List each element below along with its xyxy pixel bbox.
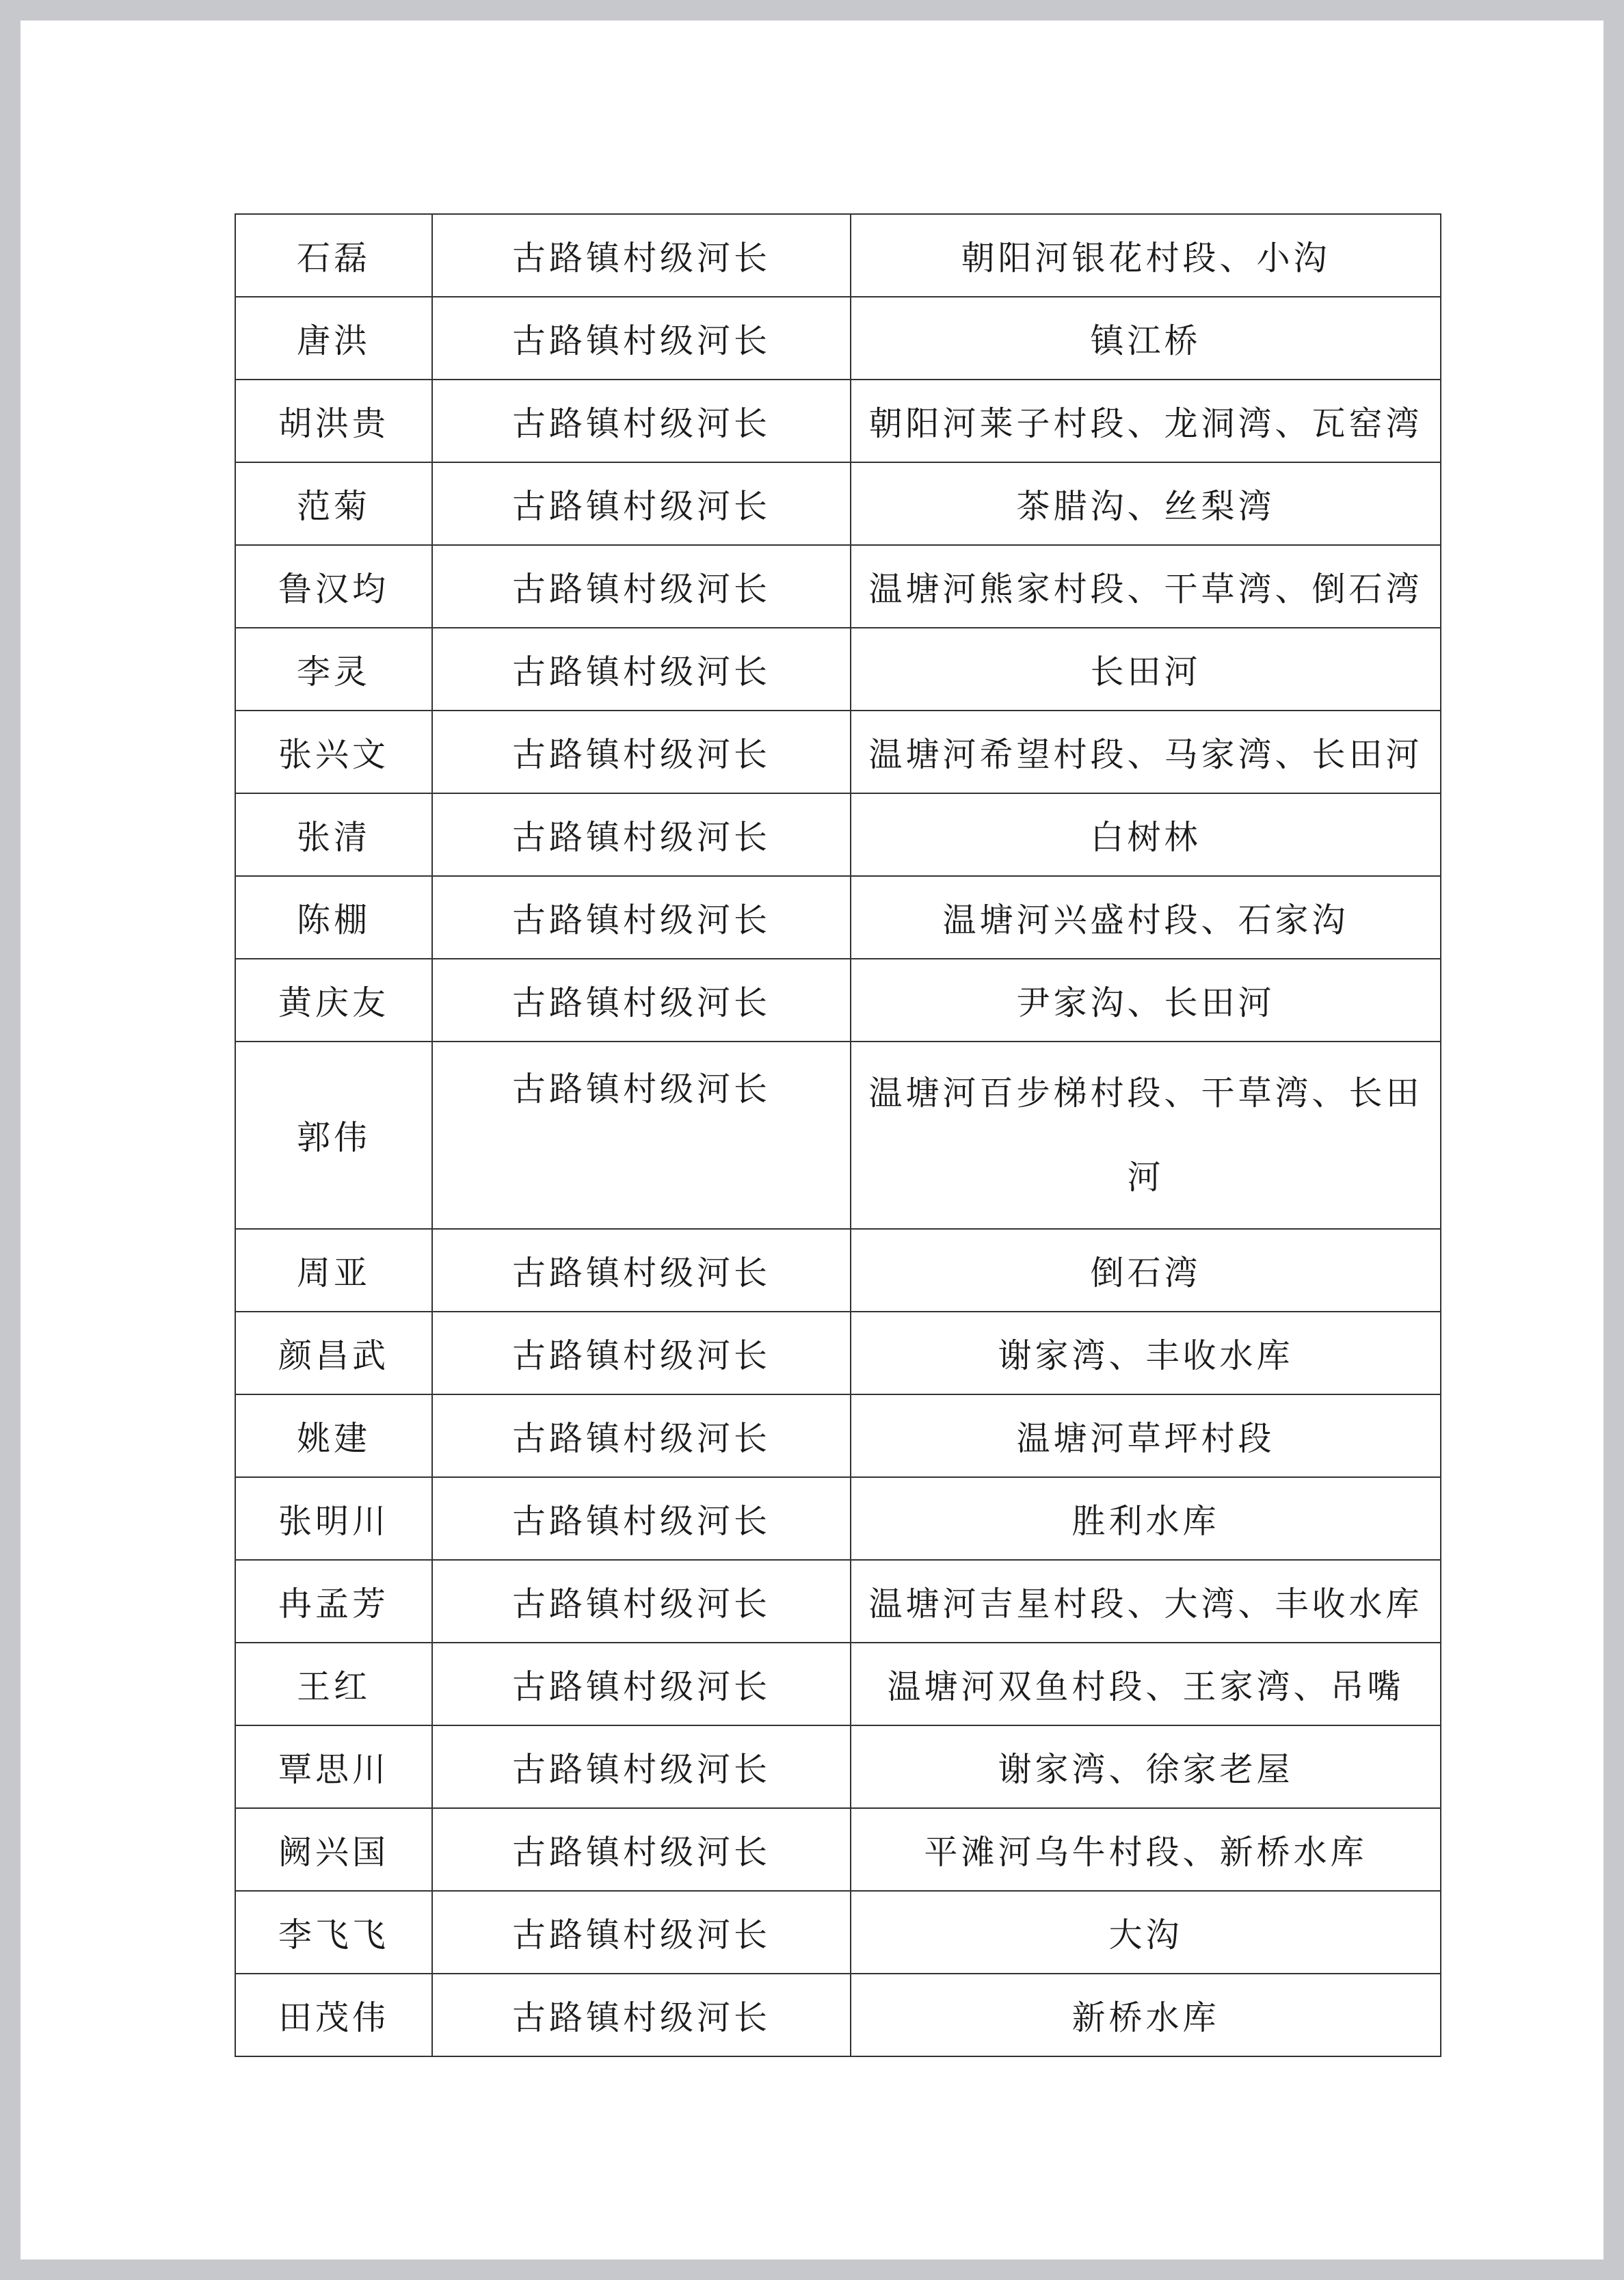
role-cell: 古路镇村级河长 <box>432 214 851 297</box>
table-row <box>235 1560 1441 1643</box>
table-row <box>235 1042 1441 1229</box>
river-section-cell: 温塘河双鱼村段、王家湾、吊嘴 <box>851 1643 1441 1725</box>
river-section-cell: 长田河 <box>851 628 1441 711</box>
document-page <box>21 21 1603 2259</box>
name-cell: 陈棚 <box>235 876 432 959</box>
river-section-cell: 茶腊沟、丝梨湾 <box>851 462 1441 545</box>
name-cell: 田茂伟 <box>235 1974 432 2056</box>
role-cell: 古路镇村级河长 <box>432 1725 851 1808</box>
role-cell: 古路镇村级河长 <box>432 1560 851 1643</box>
name-cell: 张明川 <box>235 1477 432 1560</box>
table-row <box>235 1394 1441 1477</box>
name-cell: 冉孟芳 <box>235 1560 432 1643</box>
role-cell: 古路镇村级河长 <box>432 1974 851 2056</box>
table-row <box>235 1643 1441 1725</box>
name-cell: 石磊 <box>235 214 432 297</box>
role-cell: 古路镇村级河长 <box>432 793 851 876</box>
table-body <box>235 214 1441 2056</box>
river-section-cell: 倒石湾 <box>851 1229 1441 1312</box>
table-row <box>235 1808 1441 1891</box>
role-cell: 古路镇村级河长 <box>432 1312 851 1394</box>
river-section-cell: 温塘河希望村段、马家湾、长田河 <box>851 711 1441 793</box>
role-cell: 古路镇村级河长 <box>432 1643 851 1725</box>
river-section-cell: 朝阳河莱子村段、龙洞湾、瓦窑湾 <box>851 380 1441 462</box>
river-section-cell: 温塘河吉星村段、大湾、丰收水库 <box>851 1560 1441 1643</box>
role-cell: 古路镇村级河长 <box>432 462 851 545</box>
river-section-cell: 白树林 <box>851 793 1441 876</box>
table-row <box>235 876 1441 959</box>
role-cell: 古路镇村级河长 <box>432 1477 851 1560</box>
table-row <box>235 1312 1441 1394</box>
role-cell: 古路镇村级河长 <box>432 297 851 380</box>
name-cell: 周亚 <box>235 1229 432 1312</box>
name-cell: 张清 <box>235 793 432 876</box>
river-section-cell: 尹家沟、长田河 <box>851 959 1441 1042</box>
table-row <box>235 545 1441 628</box>
table-row <box>235 1477 1441 1560</box>
table-row <box>235 214 1441 297</box>
name-cell: 鲁汉均 <box>235 545 432 628</box>
river-section-cell: 大沟 <box>851 1891 1441 1974</box>
role-cell: 古路镇村级河长 <box>432 1394 851 1477</box>
name-cell: 郭伟 <box>235 1042 432 1229</box>
role-cell: 古路镇村级河长 <box>432 1808 851 1891</box>
table-row <box>235 711 1441 793</box>
name-cell: 颜昌武 <box>235 1312 432 1394</box>
river-section-cell: 温塘河兴盛村段、石家沟 <box>851 876 1441 959</box>
name-cell: 胡洪贵 <box>235 380 432 462</box>
role-cell: 古路镇村级河长 <box>432 545 851 628</box>
table-row <box>235 793 1441 876</box>
name-cell: 范菊 <box>235 462 432 545</box>
table-row <box>235 1725 1441 1808</box>
table-row <box>235 1891 1441 1974</box>
name-cell: 覃思川 <box>235 1725 432 1808</box>
table-row <box>235 628 1441 711</box>
river-section-cell: 温塘河草坪村段 <box>851 1394 1441 1477</box>
table-row <box>235 959 1441 1042</box>
name-cell: 姚建 <box>235 1394 432 1477</box>
river-section-cell: 镇江桥 <box>851 297 1441 380</box>
name-cell: 张兴文 <box>235 711 432 793</box>
table-row <box>235 297 1441 380</box>
role-cell: 古路镇村级河长 <box>432 628 851 711</box>
name-cell: 阙兴国 <box>235 1808 432 1891</box>
table-row <box>235 1229 1441 1312</box>
river-section-cell: 温塘河熊家村段、干草湾、倒石湾 <box>851 545 1441 628</box>
name-cell: 唐洪 <box>235 297 432 380</box>
river-chief-table <box>235 213 1441 2057</box>
name-cell: 王红 <box>235 1643 432 1725</box>
river-section-cell: 朝阳河银花村段、小沟 <box>851 214 1441 297</box>
river-section-cell: 谢家湾、丰收水库 <box>851 1312 1441 1394</box>
table-row <box>235 462 1441 545</box>
river-section-cell: 平滩河乌牛村段、新桥水库 <box>851 1808 1441 1891</box>
name-cell: 李灵 <box>235 628 432 711</box>
role-cell: 古路镇村级河长 <box>432 1891 851 1974</box>
role-cell: 古路镇村级河长 <box>432 711 851 793</box>
role-cell: 古路镇村级河长 <box>432 959 851 1042</box>
name-cell: 李飞飞 <box>235 1891 432 1974</box>
role-cell: 古路镇村级河长 <box>432 876 851 959</box>
role-cell: 古路镇村级河长 <box>432 1042 851 1229</box>
river-section-cell: 胜利水库 <box>851 1477 1441 1560</box>
role-cell: 古路镇村级河长 <box>432 380 851 462</box>
river-section-cell: 温塘河百步梯村段、干草湾、长田河 <box>851 1042 1441 1229</box>
table-row <box>235 1974 1441 2056</box>
table-row <box>235 380 1441 462</box>
name-cell: 黄庆友 <box>235 959 432 1042</box>
role-cell: 古路镇村级河长 <box>432 1229 851 1312</box>
river-section-cell: 谢家湾、徐家老屋 <box>851 1725 1441 1808</box>
river-section-cell: 新桥水库 <box>851 1974 1441 2056</box>
